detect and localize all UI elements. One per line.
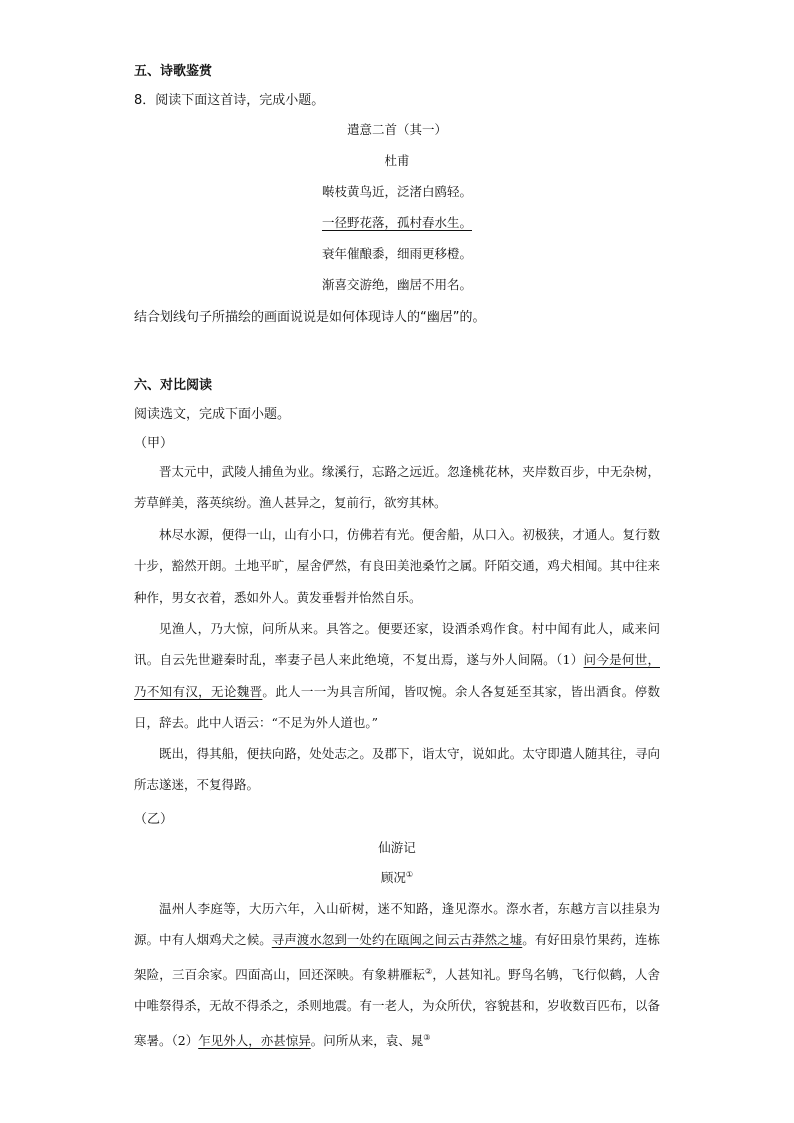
jia-p3-underlined: 问今是何世，乃不知有汉，无论魏晋 [134,652,660,699]
question-8: 8．阅读下面这首诗，完成小题。 [134,93,325,108]
section-5-title: 五、诗歌鉴赏 [134,64,213,79]
jia-paragraph-3 [134,613,660,739]
yi-underlined-2: 乍见外人，亦甚惊异 [198,1032,311,1048]
footnote-marker-3: ③ [423,1032,431,1042]
poem-title: 遣意二首（其一） [346,122,447,137]
section-6-title: 六、对比阅读 [134,378,213,393]
poem-author: 杜甫 [384,153,410,168]
poem-line-2-underlined [0,213,794,231]
poem-line-3: 衰年催酿黍，细雨更移橙。 [321,246,472,261]
passage-yi-label: （乙） [134,812,174,827]
poem-line-1: 啭枝黄鸟近，泛渚白鸥轻。 [321,184,472,199]
underlined-line: 一径野花落，孤村春水生。 [321,215,472,230]
yi-title: 仙游记 [378,840,416,855]
question-prompt: 结合划线句子所描绘的画面说说是如何体现诗人的“幽居”的。 [134,310,486,325]
section-6-instruction: 阅读选文，完成下面小题。 [134,407,291,422]
footnote-marker-2: ② [425,966,433,976]
jia-p3-text-b: 。此人一一为具言所闻，皆叹惋。余人各复延至其家，皆出酒食。停数日，辞去。此中人语云：“不足为外人道也。” [134,683,660,731]
yi-underlined-1: 寻声渡水忽到一处约在瓯闽之间云古莽然之墟 [271,932,523,948]
yi-text-b: 。有好田泉竹果药，连栋架险，三百余家。四面高山，回还深映。有象耕雁耘 [134,932,660,982]
passage-jia-label: （甲） [134,436,174,451]
yi-text-c: ，人甚知礼。野鸟名鸲，飞行似鹤，人舍中唯祭得杀，无故不得杀之，杀则地震。有一老人，为众所伏，容貌甚和，岁收数百匹布，以备寒暑。（2） [134,966,660,1048]
footnote-marker-1: ① [405,869,414,879]
yi-author [0,868,794,886]
yi-text-d: 。问所从来，袁、晁 [310,1032,424,1048]
yi-paragraph [134,893,660,1056]
yi-author-name: 顾况 [380,870,406,885]
yi-text-a: 温州人李庭等，大历六年，入山斫树，迷不知路，逢见漈水。漈水者，东越方言以挂泉为源。中有人烟鸡犬之候。 [134,901,660,948]
jia-p3-text-a: 见渔人，乃大惊，问所从来。具答之。便要还家，设酒杀鸡作食。村中闻有此人，咸来问讯。自云先世避秦时乱，率妻子邑人来此绝境，不复出焉，遂与外人间隔。（1） [134,621,660,668]
poem-line-4: 渐喜交游绝，幽居不用名。 [321,277,472,292]
jia-paragraph-4: 既出，得其船，便扶向路，处处志之。及郡下，诣太守，说如此。太守即遣人随其往，寻向所志遂迷，不复得路。 [134,746,660,793]
jia-paragraph-1: 晋太元中，武陵人捕鱼为业。缘溪行，忘路之远近。忽逢桃花林，夹岸数百步，中无杂树，芳草鲜美，落英缤纷。渔人甚异之，复前行，欲穷其林。 [134,464,660,511]
jia-paragraph-2: 林尽水源，便得一山，山有小口，仿佛若有光。便舍船，从口入。初极狭，才通人。复行数十步，豁然开朗。土地平旷，屋舍俨然，有良田美池桑竹之属。阡陌交通，鸡犬相闻。其中往来种作，男女衣着，悉如外人。黄发垂髫并怡然自乐。 [134,527,660,605]
